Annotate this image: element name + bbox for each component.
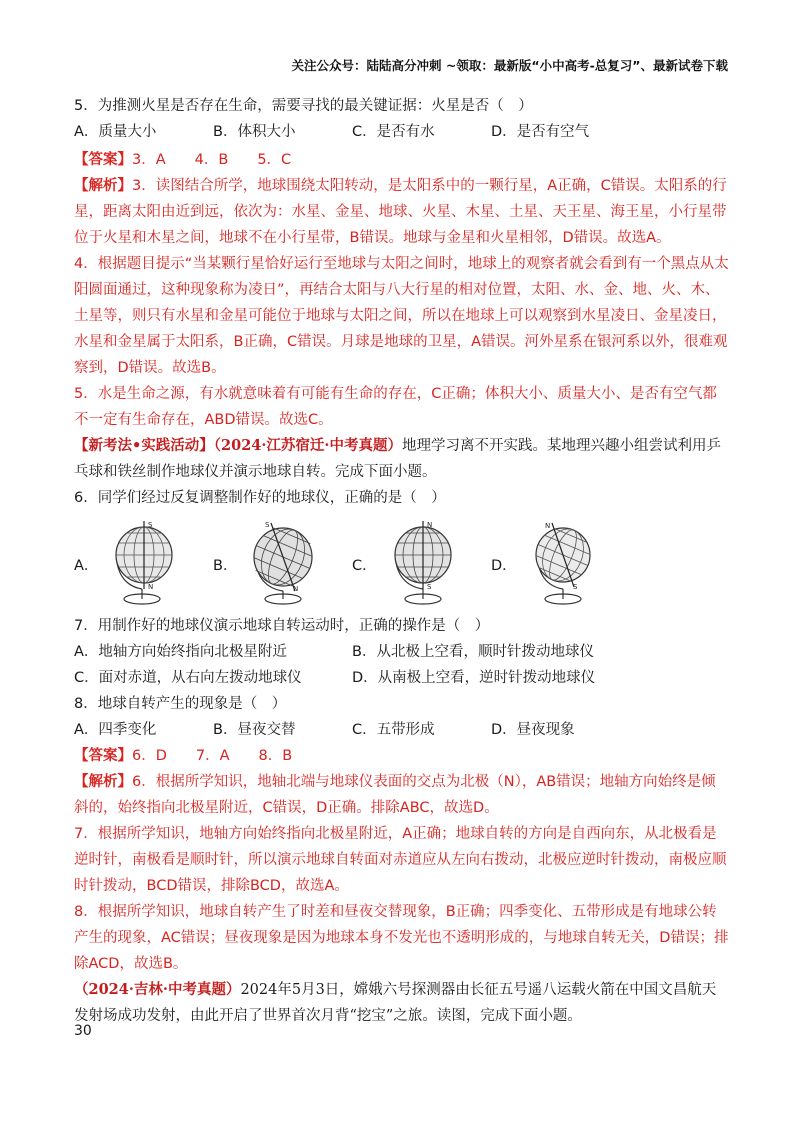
section-intro-jiangsu <box>74 433 730 485</box>
q5-option-c: C．是否有水 <box>352 124 435 140</box>
q8-option-b: B．昼夜交替 <box>213 722 296 738</box>
q6-options <box>74 517 730 609</box>
q8-option-d: D．昼夜现象 <box>491 722 575 738</box>
explanation-tag-2: 【解析】 <box>74 774 132 790</box>
q8-option-c: C．五带形成 <box>352 722 435 738</box>
page-content <box>74 93 730 1029</box>
section-intro-jilin <box>74 977 730 1029</box>
q6-option-c <box>352 519 491 609</box>
intro-text-jilin: 2024年5月3日，嫦娥六号探测器由长征五号遥八运载火箭在中国文昌航天发射场成功发射，由此开启了世界首次月背“挖宝”之旅。读图，完成下面小题。 <box>74 982 717 1024</box>
q7-stem: 7．用制作好的地球仪演示地球自转运动时，正确的操作是（ ） <box>74 618 490 634</box>
q5-option-a: A．质量大小 <box>74 124 157 140</box>
explanation-5: 5．水是生命之源，有水就意味着有可能有生命的存在，C正确；体积大小、质量大小、是否有空气都不一定有生命存在，ABD错误。故选C。 <box>74 386 717 428</box>
intro-text: 地理学习离不开实践。某地理兴趣小组尝试利用乒乓球和铁丝制作地球仪并演示地球自转。完成下面小题。 <box>74 438 721 480</box>
explanation-4: 4．根据题目提示“当某颗行星恰好运行至地球与太阳之间时，地球上的观察者就会看到有一个黑点从太阳圆面通过，这种现象称为凌日”，再结合太阳与八大行星的相对位置，太阳、水、金、地、火、木、土星等，则只有水星和金星可能位于地球与太阳之间，所以在地球上可以观察到水星凌日、金星凌日，水星和金星属于太阳系，B正确，C错误。月球是地球的卫星，A错误。河外星系在银河系以外，很难观察到，D错误。故选B。 <box>74 256 729 376</box>
q6-option-b <box>213 519 352 609</box>
explanation-tag: 【解析】 <box>74 178 132 194</box>
q6-label-c: C． <box>352 557 377 574</box>
answer-text-2: 6．D 7．A 8．B <box>132 748 293 764</box>
new-method-tag: 【新考法•实践活动】 <box>74 437 214 454</box>
globe-d-icon <box>523 519 603 609</box>
explanation-6 <box>74 769 730 821</box>
page-header: 关注公众号：陆陆高分冲刺 ~领取：最新版“小中高考-总复习”、最新试卷下载 <box>291 58 728 73</box>
q7-option-d: D．从南极上空看，逆时针拨动地球仪 <box>352 670 596 686</box>
globe-b-pole-bottom: N <box>293 585 299 593</box>
source-tag-jilin: （2024·吉林·中考真题） <box>74 981 241 998</box>
q5-options <box>74 119 730 145</box>
q6-stem: 6．同学们经过反复调整制作好的地球仪，正确的是（ ） <box>74 490 446 506</box>
q5-option-d: D．是否有空气 <box>491 124 590 140</box>
q6-option-d <box>491 519 630 609</box>
answer-3-5 <box>74 147 730 173</box>
q5-stem: 5．为推测火星是否存在生命，需要寻找的最关键证据：火星是否（ ） <box>74 98 533 114</box>
globe-c-icon <box>383 519 463 609</box>
globe-c-pole-bottom: S <box>426 583 432 591</box>
q6-option-a <box>74 519 213 609</box>
globe-d-pole-bottom: S <box>572 583 578 591</box>
q7-option-a: A．地轴方向始终指向北极星附近 <box>74 644 287 660</box>
q8-option-a: A．四季变化 <box>74 722 157 738</box>
q7-option-b: B．从北极上空看，顺时针拨动地球仪 <box>352 644 594 660</box>
explanation-8: 8．根据所学知识，地球自转产生了时差和昼夜交替现象，B正确；四季变化、五带形成是有地球公转产生的现象，AC错误；昼夜现象是因为地球本身不发光也不透明形成的，与地球自转无关，D错误；排除ACD，故选B。 <box>74 904 729 972</box>
globe-a-icon <box>104 519 184 609</box>
explanation-3 <box>74 173 730 251</box>
explanation-6-text: 6．根据所学知识，地轴北端与地球仪表面的交点为北极（N），AB错误；地轴方向始终是倾斜的，始终指向北极星附近，C错误，D正确。排除ABC，故选D。 <box>74 774 716 816</box>
globe-b-icon <box>243 519 323 609</box>
q5-option-b: B．体积大小 <box>213 124 296 140</box>
q6-label-d: D． <box>491 557 517 574</box>
answer-tag: 【答案】 <box>74 152 132 168</box>
page-number: 30 <box>74 1023 92 1039</box>
q7-options-row1 <box>74 639 730 665</box>
answer-tag-2: 【答案】 <box>74 748 132 764</box>
globe-a-pole-top: S <box>148 521 153 529</box>
answer-6-8 <box>74 743 730 769</box>
explanation-7: 7．根据所学知识，地轴方向始终指向北极星附近，A正确；地球自转的方向是自西向东，从北极看是逆时针，南极看是顺时针，所以演示地球自转面对赤道应从左向右拨动，北极应逆时针拨动，南极应顺时针拨动，BCD错误，排除BCD，故选A。 <box>74 826 727 894</box>
q7-options-row2 <box>74 665 730 691</box>
q8-stem: 8．地球自转产生的现象是（ ） <box>74 696 287 712</box>
globe-c-pole-top: N <box>426 521 432 529</box>
q6-label-a: A． <box>74 557 99 574</box>
source-tag: （2024·江苏宿迁·中考真题） <box>213 437 402 454</box>
q8-options <box>74 717 730 743</box>
answer-text: 3．A 4．B 5．C <box>132 152 292 168</box>
globe-d-pole-top: N <box>544 522 550 530</box>
explanation-3-text: 3．读图结合所学，地球围绕太阳转动，是太阳系中的一颗行星，A正确，C错误。太阳系的行星，距离太阳由近到远，依次为：水星、金星、地球、火星、木星、土星、天王星、海王星，小行星带位于火星和木星之间，地球不在小行星带，B错误。地球与金星和火星相邻，D错误。故选A。 <box>74 178 727 246</box>
q7-option-c: C．面对赤道，从右向左拨动地球仪 <box>74 670 302 686</box>
globe-b-pole-top: S <box>265 521 270 529</box>
globe-a-pole-bottom: N <box>148 583 154 591</box>
q6-label-b: B． <box>213 557 238 574</box>
